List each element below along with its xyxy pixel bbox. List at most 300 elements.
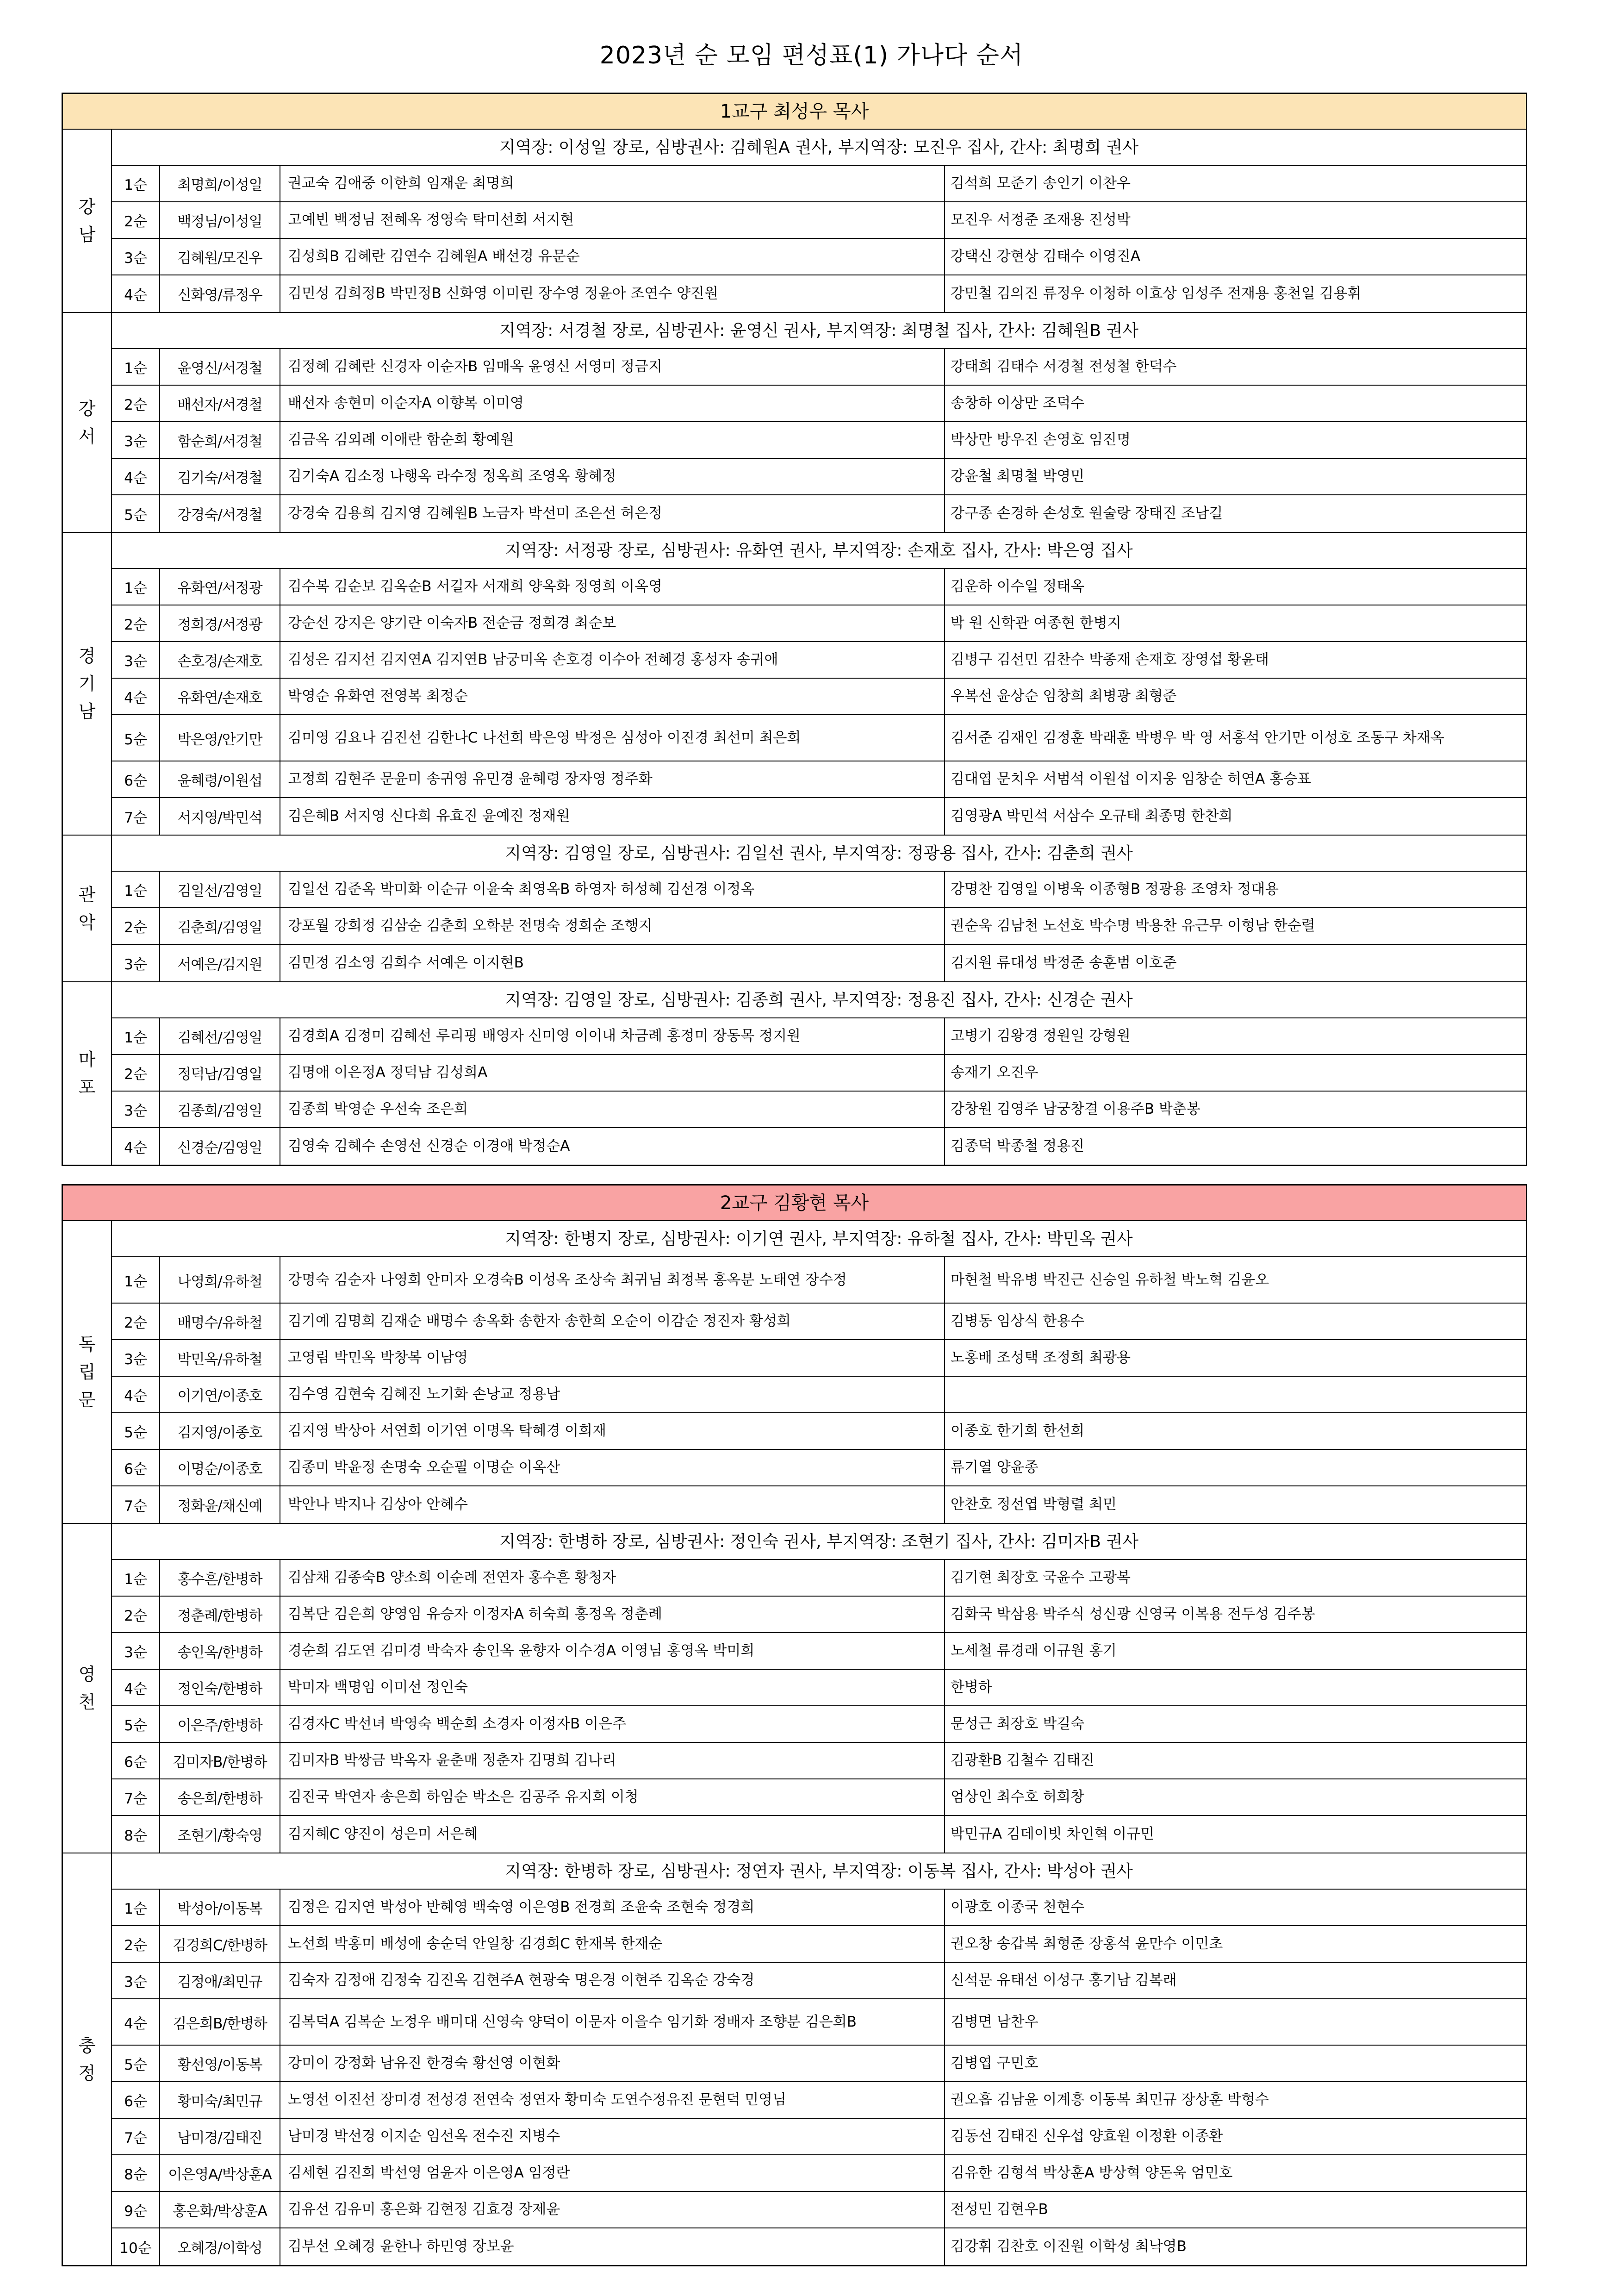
cell-women-members <box>280 1450 945 1485</box>
cell-men-members <box>945 239 1526 275</box>
women-members-text: 김민정 김소영 김희수 서예은 이지현B <box>288 955 524 971</box>
cell-group-no: 5순 <box>112 2046 160 2081</box>
region-name-char: 독 <box>78 1334 96 1354</box>
women-members-text: 김정혜 김혜란 신경자 이순자B 임매옥 윤영신 서영미 정금지 <box>288 358 662 375</box>
cell-men-members <box>945 715 1526 761</box>
cell-group-leader: 정희경/서정광 <box>160 605 280 641</box>
cell-men-members <box>945 1560 1526 1596</box>
women-members-text: 박미자 백명임 이미선 정인숙 <box>288 1679 468 1696</box>
cell-group-leader: 이은주/한병하 <box>160 1706 280 1742</box>
cell-women-members <box>280 1413 945 1449</box>
region-name <box>63 130 112 312</box>
cell-group-no: 1순 <box>112 1560 160 1596</box>
cell-group-no: 2순 <box>112 1304 160 1339</box>
region-name-char: 마 <box>78 1049 96 1070</box>
cell-women-members <box>280 2155 945 2191</box>
cell-men-members <box>945 679 1526 714</box>
men-members-text: 박상만 방우진 손영호 임진명 <box>951 431 1131 448</box>
table-row <box>112 679 1526 715</box>
cell-women-members <box>280 1377 945 1412</box>
region-name-char: 서 <box>78 426 96 447</box>
table-row <box>112 1413 1526 1450</box>
cell-men-members <box>945 349 1526 385</box>
cell-group-no: 4순 <box>112 1999 160 2045</box>
cell-men-members <box>945 1304 1526 1339</box>
cell-women-members <box>280 349 945 385</box>
region-leaders: 지역장: 한병하 장로, 심방권사: 정연자 권사, 부지역장: 이동복 집사, 간사: 박성아 권사 <box>112 1853 1526 1890</box>
cell-women-members <box>280 1092 945 1127</box>
men-members-text: 김병동 임상식 한용수 <box>951 1313 1085 1329</box>
women-members-text: 김숙자 김정애 김정숙 김진옥 김현주A 현광숙 명은경 이현주 김옥순 강숙경 <box>288 1972 755 1989</box>
cell-women-members <box>280 1963 945 1998</box>
cell-women-members <box>280 1486 945 1523</box>
cell-group-leader: 함순희/서경철 <box>160 422 280 458</box>
cell-women-members <box>280 945 945 981</box>
region-name-char: 포 <box>78 1077 96 1098</box>
cell-women-members <box>280 1670 945 1705</box>
table-row <box>112 1450 1526 1486</box>
table-row <box>112 2046 1526 2082</box>
cell-group-no: 7순 <box>112 1486 160 1523</box>
men-members-text: 김병면 남찬우 <box>951 2013 1038 2030</box>
table-row <box>112 872 1526 908</box>
women-members-text: 김수영 김현숙 김혜진 노기화 손낭교 정용남 <box>288 1386 560 1403</box>
cell-group-leader: 송인옥/한병하 <box>160 1633 280 1669</box>
cell-group-leader: 박은영/안기만 <box>160 715 280 761</box>
cell-group-no: 1순 <box>112 569 160 605</box>
women-members-text: 김은혜B 서지영 신다희 유효진 윤예진 정재원 <box>288 808 570 824</box>
men-members-text: 이종호 한기희 한선희 <box>951 1423 1085 1439</box>
cell-men-members <box>945 1257 1526 1303</box>
cell-group-leader: 김일선/김영일 <box>160 872 280 907</box>
cell-women-members <box>280 642 945 678</box>
cell-men-members <box>945 1999 1526 2045</box>
cell-group-no: 7순 <box>112 2119 160 2154</box>
cell-men-members <box>945 1706 1526 1742</box>
region-name <box>63 533 112 835</box>
men-members-text: 강창원 김영주 남궁창결 이용주B 박춘봉 <box>951 1101 1200 1117</box>
cell-men-members <box>945 1486 1526 1523</box>
cell-group-leader: 신경순/김영일 <box>160 1128 280 1165</box>
cell-group-leader: 홍은화/박상훈A <box>160 2192 280 2227</box>
cell-group-no: 6순 <box>112 761 160 797</box>
cell-group-no: 1순 <box>112 1257 160 1303</box>
cell-group-no: 3순 <box>112 945 160 981</box>
cell-women-members <box>280 2119 945 2154</box>
cell-group-leader: 송은희/한병하 <box>160 1779 280 1815</box>
women-members-text: 김성은 김지선 김지연A 김지연B 남궁미옥 손호경 이수아 전혜경 홍성자 송귀애 <box>288 651 778 668</box>
cell-group-no: 2순 <box>112 1597 160 1632</box>
cell-group-leader: 서예은/김지원 <box>160 945 280 981</box>
cell-women-members <box>280 761 945 797</box>
men-members-text: 송재기 오진우 <box>951 1064 1038 1081</box>
table-row <box>112 386 1526 422</box>
cell-men-members <box>945 459 1526 494</box>
cell-group-no: 2순 <box>112 202 160 238</box>
table-row <box>112 459 1526 495</box>
cell-group-leader: 김혜원/모진우 <box>160 239 280 275</box>
cell-group-leader: 황선영/이동복 <box>160 2046 280 2081</box>
cell-men-members <box>945 945 1526 981</box>
region-body <box>112 982 1526 1165</box>
women-members-text: 김민성 김희정B 박민정B 신화영 이미린 장수영 정윤아 조연수 양진원 <box>288 285 718 302</box>
cell-women-members <box>280 495 945 532</box>
table-row <box>112 1779 1526 1816</box>
men-members-text: 김유한 김형석 박상훈A 방상혁 양돈욱 엄민호 <box>951 2165 1233 2181</box>
cell-group-leader: 백정님/이성일 <box>160 202 280 238</box>
cell-group-leader: 조현기/황숙영 <box>160 1816 280 1853</box>
women-members-text: 김지혜C 양진이 성은미 서은혜 <box>288 1826 478 1842</box>
cell-women-members <box>280 1743 945 1778</box>
women-members-text: 김미영 김요나 김진선 김한나C 나선희 박은영 박정은 심성아 이진경 최선미 최은희 <box>288 729 801 746</box>
region-name-char: 정 <box>78 2063 96 2084</box>
district-1-table <box>62 93 1527 1166</box>
region-name <box>63 836 112 981</box>
region-leaders: 지역장: 김영일 장로, 심방권사: 김일선 권사, 부지역장: 정광용 집사, 간사: 김춘희 권사 <box>112 836 1526 872</box>
region-leaders: 지역장: 한병하 장로, 심방권사: 정인숙 권사, 부지역장: 조현기 집사, 간사: 김미자B 권사 <box>112 1524 1526 1560</box>
page-title: 2023년 순 모임 편성표(1) 가나다 순서 <box>599 42 1024 69</box>
cell-men-members <box>945 202 1526 238</box>
region-name-char: 강 <box>78 197 96 217</box>
region-group <box>63 1524 1526 1853</box>
region-name <box>63 1524 112 1853</box>
table-row <box>112 166 1526 202</box>
women-members-text: 강포월 강희정 김삼순 김춘희 오학분 전명숙 정희순 조행지 <box>288 917 653 934</box>
women-members-text: 김유선 김유미 홍은화 김현정 김효경 장제윤 <box>288 2201 560 2218</box>
cell-group-leader: 손호경/손재호 <box>160 642 280 678</box>
cell-men-members <box>945 1779 1526 1815</box>
women-members-text: 권교숙 김애중 이한희 임재운 최명희 <box>288 175 514 192</box>
region-group <box>63 1221 1526 1524</box>
cell-women-members <box>280 715 945 761</box>
region-name-char: 기 <box>78 674 96 694</box>
cell-group-no: 3순 <box>112 1340 160 1376</box>
women-members-text: 김부선 오혜경 윤한나 하민영 장보윤 <box>288 2238 514 2255</box>
cell-group-no: 4순 <box>112 459 160 494</box>
men-members-text: 강택신 강현상 김태수 이영진A <box>951 248 1141 265</box>
table-row <box>112 202 1526 239</box>
women-members-text: 김지영 박상아 서연희 이기연 이명옥 탁혜경 이희재 <box>288 1423 606 1439</box>
cell-group-leader: 배명수/유하철 <box>160 1304 280 1339</box>
cell-group-leader: 정화윤/채신예 <box>160 1486 280 1523</box>
women-members-text: 강경숙 김용희 김지영 김혜원B 노금자 박선미 조은선 허은정 <box>288 505 662 522</box>
cell-men-members <box>945 1670 1526 1705</box>
cell-group-leader: 이은영A/박상훈A <box>160 2155 280 2191</box>
cell-women-members <box>280 1018 945 1054</box>
cell-men-members <box>945 2119 1526 2154</box>
cell-group-no: 3순 <box>112 642 160 678</box>
table-row <box>112 642 1526 679</box>
cell-women-members <box>280 798 945 835</box>
cell-group-no: 1순 <box>112 166 160 201</box>
table-row <box>112 1926 1526 1963</box>
cell-group-leader: 나영희/유하철 <box>160 1257 280 1303</box>
women-members-text: 김경자C 박선녀 박영숙 백순희 소경자 이정자B 이은주 <box>288 1716 626 1732</box>
cell-men-members <box>945 386 1526 421</box>
men-members-text: 박 원 신학관 여종현 한병지 <box>951 615 1121 631</box>
cell-group-leader: 남미경/김태진 <box>160 2119 280 2154</box>
men-members-text: 박민규A 김데이빗 차인혁 이규민 <box>951 1826 1155 1842</box>
table-row <box>112 945 1526 981</box>
cell-men-members <box>945 1597 1526 1632</box>
cell-men-members <box>945 2192 1526 2227</box>
cell-group-leader: 정인숙/한병하 <box>160 1670 280 1705</box>
table-row <box>112 275 1526 312</box>
cell-group-no: 5순 <box>112 1706 160 1742</box>
cell-men-members <box>945 1450 1526 1485</box>
cell-women-members <box>280 202 945 238</box>
men-members-text: 권오창 송갑복 최형준 장홍석 윤만수 이민초 <box>951 1935 1223 1952</box>
table-row <box>112 1486 1526 1523</box>
table-row <box>112 1743 1526 1779</box>
cell-group-no: 8순 <box>112 1816 160 1853</box>
cell-group-leader: 정춘례/한병하 <box>160 1597 280 1632</box>
cell-group-no: 6순 <box>112 2082 160 2118</box>
cell-men-members <box>945 1890 1526 1925</box>
region-name-char: 충 <box>78 2035 96 2056</box>
region-name-char: 천 <box>78 1692 96 1712</box>
table-row <box>112 1670 1526 1706</box>
cell-group-no: 1순 <box>112 1890 160 1925</box>
table-row <box>112 1377 1526 1413</box>
cell-group-leader: 김혜선/김영일 <box>160 1018 280 1054</box>
cell-men-members <box>945 2046 1526 2081</box>
table-row <box>112 422 1526 459</box>
cell-women-members <box>280 1560 945 1596</box>
cell-men-members <box>945 569 1526 605</box>
region-leaders: 지역장: 서정광 장로, 심방권사: 유화연 권사, 부지역장: 손재호 집사, 간사: 박은영 집사 <box>112 533 1526 569</box>
men-members-text: 김운하 이수일 정태옥 <box>951 578 1085 595</box>
men-members-text: 마현철 박유병 박진근 신승일 유하철 박노혁 김윤오 <box>951 1271 1269 1288</box>
women-members-text: 김금옥 김외례 이애란 함순희 황예원 <box>288 431 514 448</box>
men-members-text: 전성민 김현우B <box>951 2201 1048 2218</box>
table-row <box>112 2192 1526 2228</box>
cell-group-leader: 서지영/박민석 <box>160 798 280 835</box>
region-name-char: 립 <box>78 1362 96 1382</box>
region-name <box>63 313 112 532</box>
cell-group-no: 4순 <box>112 275 160 312</box>
cell-group-no: 7순 <box>112 798 160 835</box>
region-name-char: 남 <box>78 225 96 245</box>
men-members-text: 김광환B 김철수 김태진 <box>951 1752 1094 1769</box>
region-body <box>112 533 1526 835</box>
cell-men-members <box>945 275 1526 312</box>
cell-women-members <box>280 1633 945 1669</box>
cell-men-members <box>945 2082 1526 2118</box>
cell-group-leader: 황미숙/최민규 <box>160 2082 280 2118</box>
women-members-text: 고영림 박민옥 박창복 이남영 <box>288 1349 468 1366</box>
table-row <box>112 1340 1526 1377</box>
cell-men-members <box>945 1963 1526 1998</box>
women-members-text: 경순희 김도연 김미경 박숙자 송인옥 윤향자 이수경A 이영님 홍영옥 박미희 <box>288 1642 755 1659</box>
cell-men-members <box>945 908 1526 944</box>
cell-group-no: 2순 <box>112 1055 160 1091</box>
cell-group-no: 3순 <box>112 1092 160 1127</box>
cell-group-leader: 김지영/이종호 <box>160 1413 280 1449</box>
table-row <box>112 349 1526 386</box>
cell-group-no: 2순 <box>112 908 160 944</box>
cell-group-leader: 최명희/이성일 <box>160 166 280 201</box>
women-members-text: 김종희 박영순 우선숙 조은희 <box>288 1101 468 1117</box>
women-members-text: 남미경 박선경 이지순 임선옥 전수진 지병수 <box>288 2128 560 2145</box>
cell-men-members <box>945 1377 1526 1412</box>
cell-women-members <box>280 459 945 494</box>
cell-group-no: 1순 <box>112 872 160 907</box>
cell-women-members <box>280 1816 945 1853</box>
region-name-char: 강 <box>78 398 96 419</box>
men-members-text: 노홍배 조성택 조정희 최광용 <box>951 1349 1131 1366</box>
region-name <box>63 982 112 1165</box>
region-name <box>63 1853 112 2265</box>
men-members-text: 김기현 최장호 국윤수 고광복 <box>951 1569 1131 1586</box>
region-group <box>63 313 1526 533</box>
table-row <box>112 715 1526 761</box>
cell-women-members <box>280 1890 945 1925</box>
cell-women-members <box>280 386 945 421</box>
women-members-text: 김복단 김은희 양영임 유승자 이정자A 허숙희 홍정옥 정춘례 <box>288 1606 662 1622</box>
region-body <box>112 1853 1526 2265</box>
men-members-text: 권순욱 김남천 노선호 박수명 박용찬 유근무 이형남 한순렬 <box>951 917 1315 934</box>
men-members-text: 송창하 이상만 조덕수 <box>951 395 1085 412</box>
region-group <box>63 1853 1526 2265</box>
women-members-text: 김기숙A 김소정 나행옥 라수정 정옥희 조영옥 황혜정 <box>288 468 616 485</box>
cell-men-members <box>945 495 1526 532</box>
cell-women-members <box>280 1779 945 1815</box>
table-row <box>112 1706 1526 1743</box>
cell-group-no: 4순 <box>112 1128 160 1165</box>
men-members-text: 모진우 서정준 조재용 진성박 <box>951 212 1131 228</box>
men-members-text: 류기열 양윤종 <box>951 1459 1038 1476</box>
cell-group-leader: 유화연/서정광 <box>160 569 280 605</box>
cell-group-no: 5순 <box>112 495 160 532</box>
cell-group-no: 2순 <box>112 1926 160 1962</box>
cell-women-members <box>280 239 945 275</box>
cell-women-members <box>280 679 945 714</box>
cell-women-members <box>280 1128 945 1165</box>
cell-women-members <box>280 1340 945 1376</box>
cell-men-members <box>945 1018 1526 1054</box>
women-members-text: 고정희 김현주 문윤미 송귀영 유민경 윤혜령 장자영 정주화 <box>288 771 653 787</box>
cell-women-members <box>280 166 945 201</box>
cell-group-no: 3순 <box>112 1633 160 1669</box>
men-members-text: 이광호 이종국 천현수 <box>951 1899 1085 1915</box>
table-row <box>112 495 1526 532</box>
cell-group-leader: 김은희B/한병하 <box>160 1999 280 2045</box>
region-body <box>112 313 1526 532</box>
cell-men-members <box>945 1055 1526 1091</box>
cell-group-no: 6순 <box>112 1450 160 1485</box>
cell-group-leader: 이기연/이종호 <box>160 1377 280 1412</box>
women-members-text: 김수복 김순보 김옥순B 서길자 서재희 양옥화 정영희 이옥영 <box>288 578 662 595</box>
cell-group-leader: 이명순/이종호 <box>160 1450 280 1485</box>
cell-group-no: 9순 <box>112 2192 160 2227</box>
men-members-text: 김종덕 박종철 정용진 <box>951 1138 1085 1154</box>
table-row <box>112 761 1526 798</box>
table-row <box>112 2082 1526 2119</box>
region-group <box>63 533 1526 836</box>
table-row <box>112 1597 1526 1633</box>
cell-group-leader: 강경숙/서경철 <box>160 495 280 532</box>
cell-men-members <box>945 422 1526 458</box>
cell-group-no: 10순 <box>112 2228 160 2265</box>
women-members-text: 김복덕A 김복순 노정우 배미대 신영숙 양덕이 이문자 이을수 임기화 정배자 조향분 김은희B <box>288 2013 857 2030</box>
table-row <box>112 1890 1526 1926</box>
women-members-text: 강미이 강정화 남유진 한경숙 황선영 이현화 <box>288 2055 560 2071</box>
cell-men-members <box>945 1743 1526 1778</box>
women-members-text: 김진국 박연자 송은희 하임순 박소은 김공주 유지희 이청 <box>288 1789 639 1805</box>
cell-women-members <box>280 2192 945 2227</box>
table-row <box>112 605 1526 642</box>
cell-women-members <box>280 422 945 458</box>
cell-men-members <box>945 798 1526 835</box>
cell-women-members <box>280 1304 945 1339</box>
men-members-text: 김강휘 김찬호 이진원 이학성 최낙영B <box>951 2238 1187 2255</box>
men-members-text: 고병기 김왕경 정원일 강형원 <box>951 1028 1131 1044</box>
table-row <box>112 2228 1526 2265</box>
cell-men-members <box>945 1926 1526 1962</box>
cell-group-leader: 김경희C/한병하 <box>160 1926 280 1962</box>
cell-group-no: 4순 <box>112 679 160 714</box>
table-row <box>112 1018 1526 1055</box>
region-name <box>63 1221 112 1523</box>
cell-men-members <box>945 1128 1526 1165</box>
cell-group-leader: 정덕남/김영일 <box>160 1055 280 1091</box>
cell-group-no: 3순 <box>112 422 160 458</box>
cell-group-leader: 홍수흔/한병하 <box>160 1560 280 1596</box>
cell-group-leader: 김정애/최민규 <box>160 1963 280 1998</box>
cell-men-members <box>945 642 1526 678</box>
women-members-text: 김명애 이은정A 정덕남 김성희A <box>288 1064 488 1081</box>
region-name-char: 관 <box>78 884 96 905</box>
cell-group-leader: 김기숙/서경철 <box>160 459 280 494</box>
cell-group-leader: 유화연/손재호 <box>160 679 280 714</box>
region-name-char: 악 <box>78 912 96 933</box>
cell-men-members <box>945 1413 1526 1449</box>
cell-group-no: 6순 <box>112 1743 160 1778</box>
men-members-text: 강태희 김태수 서경철 전성철 한덕수 <box>951 358 1177 375</box>
cell-group-leader: 김종희/김영일 <box>160 1092 280 1127</box>
table-row <box>112 1304 1526 1340</box>
table-row <box>112 798 1526 835</box>
cell-women-members <box>280 2082 945 2118</box>
table-row <box>112 1816 1526 1853</box>
table-row <box>112 1128 1526 1165</box>
cell-group-leader: 배선자/서경철 <box>160 386 280 421</box>
cell-group-no: 5순 <box>112 715 160 761</box>
men-members-text: 권오흡 김남윤 이계흥 이동복 최민규 장상훈 박형수 <box>951 2091 1269 2108</box>
women-members-text: 강명숙 김순자 나영희 안미자 오경숙B 이성옥 조상숙 최귀님 최정복 홍옥분 노태연 장수정 <box>288 1271 847 1288</box>
men-members-text: 노세철 류경래 이규원 홍기 <box>951 1642 1117 1659</box>
cell-men-members <box>945 1340 1526 1376</box>
women-members-text: 박안나 박지나 김상아 안혜수 <box>288 1496 468 1513</box>
cell-women-members <box>280 275 945 312</box>
cell-men-members <box>945 761 1526 797</box>
women-members-text: 박영순 유화연 전영복 최정순 <box>288 688 468 705</box>
cell-group-leader: 윤혜령/이원섭 <box>160 761 280 797</box>
cell-women-members <box>280 1055 945 1091</box>
men-members-text: 엄상인 최수호 허희창 <box>951 1789 1085 1805</box>
cell-men-members <box>945 2155 1526 2191</box>
men-members-text: 김서준 김재인 김정훈 박래훈 박병우 박 영 서홍석 안기만 이성호 조동구 차재옥 <box>951 729 1444 746</box>
cell-group-no: 3순 <box>112 239 160 275</box>
men-members-text: 김병엽 구민호 <box>951 2055 1038 2071</box>
cell-women-members <box>280 872 945 907</box>
table-row <box>112 1560 1526 1597</box>
women-members-text: 배선자 송현미 이순자A 이향복 이미영 <box>288 395 524 412</box>
cell-group-no: 5순 <box>112 1413 160 1449</box>
cell-women-members <box>280 2228 945 2265</box>
cell-group-leader: 김미자B/한병하 <box>160 1743 280 1778</box>
